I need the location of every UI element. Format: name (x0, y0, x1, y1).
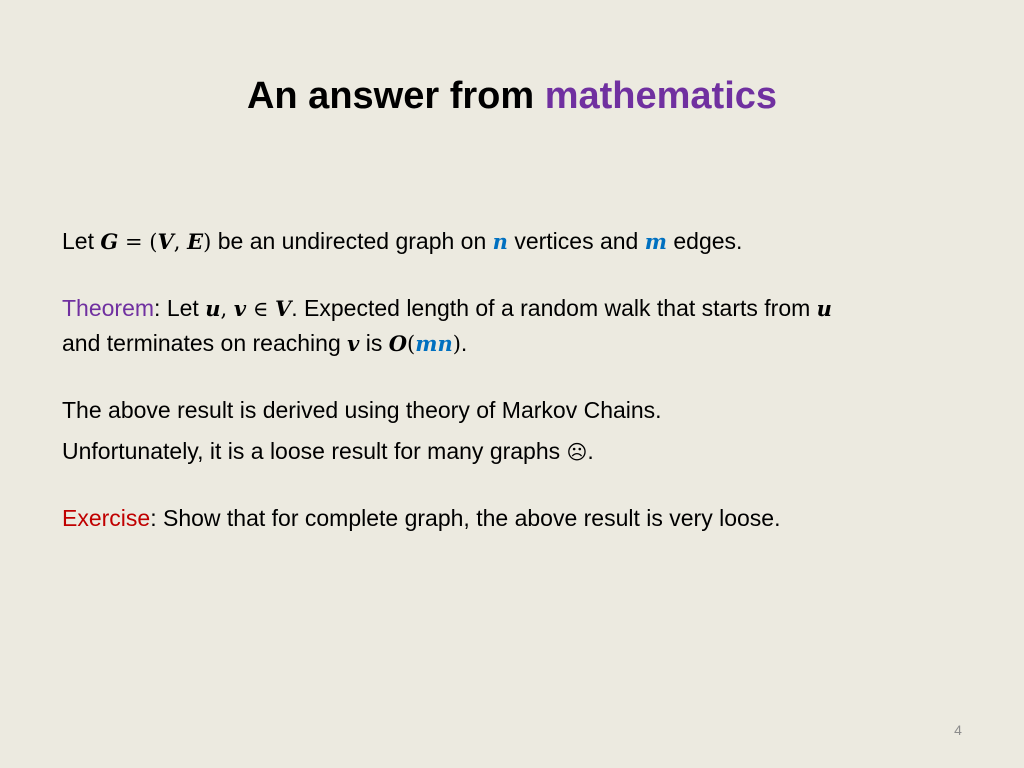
text-loose-result: Unfortunately, it is a loose result for many graphs (62, 438, 567, 464)
exercise-paragraph (62, 501, 962, 535)
graph-definition (62, 224, 962, 259)
math-E: E (187, 229, 204, 254)
sad-face-icon: ☹ (566, 440, 588, 464)
math-m: m (644, 229, 667, 254)
math-close-paren: ) (452, 332, 461, 356)
math-v: v (233, 296, 247, 321)
text-random-walk: . Expected length of a random walk that starts from (291, 295, 817, 321)
text-vertices-and: vertices and (507, 228, 645, 254)
text-is: is (359, 330, 389, 356)
text-period: . (460, 330, 468, 356)
math-n: n (492, 229, 508, 254)
math-close-paren: ) (203, 230, 212, 254)
math-G: G (100, 229, 119, 254)
math-equals: = ( (118, 230, 158, 254)
text-let: Let (62, 228, 101, 254)
text-colon-let: : Let (154, 295, 206, 321)
exercise-label: Exercise (62, 505, 151, 531)
math-u: u (816, 296, 832, 321)
markov-sentence: The above result is derived using theory of Markov Chains. (62, 397, 662, 423)
page-number: 4 (954, 722, 962, 738)
math-big-O: O (388, 331, 408, 356)
theorem-paragraph (62, 291, 962, 361)
math-V: V (157, 229, 174, 254)
math-V: V (274, 296, 292, 321)
text-undirected-graph: be an undirected graph on (211, 228, 493, 254)
math-u: u (205, 296, 221, 321)
math-element-of: ∈ (246, 297, 275, 321)
loose-result-sentence (62, 434, 962, 469)
title-prefix: An answer from (246, 75, 545, 117)
text-period: . (587, 438, 594, 464)
slide-body (62, 224, 962, 535)
exercise-text: : Show that for complete graph, the above result is very loose. (150, 505, 781, 531)
title-accent: mathematics (544, 75, 778, 117)
text-edges: edges. (666, 228, 743, 254)
math-v: v (347, 331, 360, 356)
math-comma: , (220, 297, 234, 321)
theorem-label: Theorem (62, 295, 155, 321)
text-terminates: and terminates on reaching (62, 330, 348, 356)
slide-title (0, 70, 1024, 122)
math-mn: mn (415, 331, 453, 356)
math-comma: , (173, 230, 188, 254)
math-open-paren: ( (407, 332, 416, 356)
